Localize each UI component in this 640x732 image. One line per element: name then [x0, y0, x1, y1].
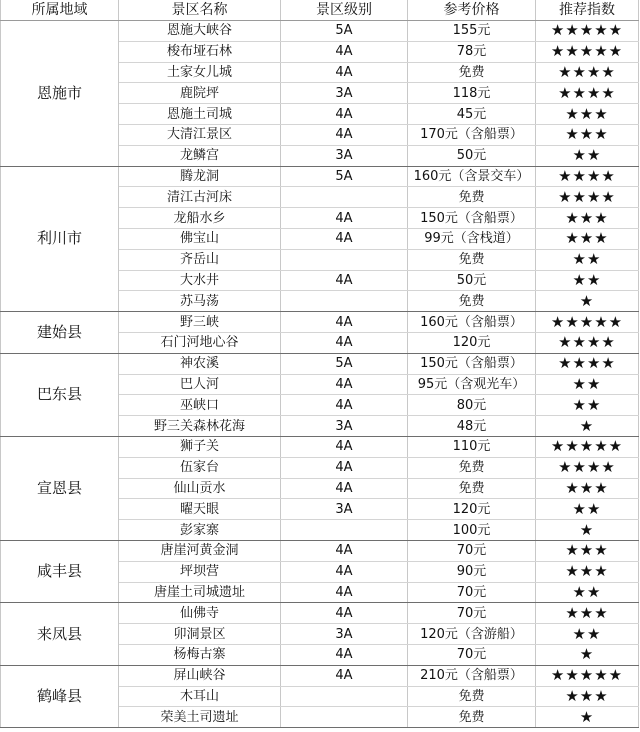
rating-cell[interactable]: ★★ — [536, 582, 639, 603]
header-level[interactable]: 景区级别 — [281, 0, 408, 21]
rating-cell[interactable]: ★★★★★ — [536, 312, 639, 333]
level-cell[interactable]: 4A — [281, 270, 408, 291]
rating-cell[interactable]: ★★★★★ — [536, 41, 639, 62]
rating-cell[interactable]: ★★★ — [536, 478, 639, 499]
region-cell[interactable]: 宣恩县 — [1, 436, 119, 540]
rating-cell[interactable]: ★★★ — [536, 561, 639, 582]
price-cell[interactable]: 160元（含景交车） — [408, 166, 536, 187]
name-cell[interactable]: 坪坝营 — [119, 561, 281, 582]
price-cell[interactable]: 95元（含观光车） — [408, 374, 536, 395]
rating-cell[interactable]: ★★ — [536, 249, 639, 270]
rating-cell[interactable]: ★★★★ — [536, 83, 639, 104]
rating-cell[interactable]: ★★★ — [536, 686, 639, 707]
price-cell[interactable]: 100元 — [408, 520, 536, 541]
level-cell[interactable] — [281, 249, 408, 270]
rating-cell[interactable]: ★★★★★ — [536, 21, 639, 42]
rating-cell[interactable]: ★★ — [536, 395, 639, 416]
header-rating[interactable]: 推荐指数 — [536, 0, 639, 21]
price-cell[interactable]: 免费 — [408, 707, 536, 728]
name-cell[interactable]: 龙船水乡 — [119, 208, 281, 229]
rating-cell[interactable]: ★★★★ — [536, 187, 639, 208]
table-row — [1, 603, 639, 624]
rating-cell[interactable]: ★ — [536, 416, 639, 437]
price-cell[interactable]: 70元 — [408, 540, 536, 561]
name-cell[interactable]: 大清江景区 — [119, 124, 281, 145]
name-cell[interactable]: 野三关森林花海 — [119, 416, 281, 437]
level-cell[interactable]: 4A — [281, 665, 408, 686]
rating-cell[interactable]: ★★★★ — [536, 62, 639, 83]
price-cell[interactable]: 120元 — [408, 499, 536, 520]
table-body — [1, 21, 639, 728]
name-cell[interactable]: 仙佛寺 — [119, 603, 281, 624]
price-cell[interactable]: 45元 — [408, 104, 536, 125]
name-cell[interactable]: 石门河地心谷 — [119, 332, 281, 353]
level-cell[interactable]: 4A — [281, 374, 408, 395]
level-cell[interactable]: 4A — [281, 582, 408, 603]
level-cell[interactable]: 3A — [281, 624, 408, 645]
price-cell[interactable]: 70元 — [408, 603, 536, 624]
price-cell[interactable]: 120元（含游船） — [408, 624, 536, 645]
rating-cell[interactable]: ★★★ — [536, 603, 639, 624]
level-cell[interactable] — [281, 707, 408, 728]
price-cell[interactable]: 免费 — [408, 249, 536, 270]
rating-cell[interactable]: ★★★★ — [536, 457, 639, 478]
region-cell[interactable]: 鹤峰县 — [1, 665, 119, 727]
price-cell[interactable]: 120元 — [408, 332, 536, 353]
level-cell[interactable]: 4A — [281, 62, 408, 83]
region-cell[interactable]: 咸丰县 — [1, 540, 119, 602]
name-cell[interactable]: 龙鳞宫 — [119, 145, 281, 166]
rating-cell[interactable]: ★★★★ — [536, 332, 639, 353]
price-cell[interactable]: 免费 — [408, 291, 536, 312]
rating-cell[interactable]: ★★ — [536, 270, 639, 291]
table-row — [1, 436, 639, 457]
name-cell[interactable]: 大水井 — [119, 270, 281, 291]
price-cell[interactable]: 48元 — [408, 416, 536, 437]
region-cell[interactable]: 来凤县 — [1, 603, 119, 665]
region-cell[interactable]: 利川市 — [1, 166, 119, 312]
rating-cell[interactable]: ★★ — [536, 374, 639, 395]
name-cell[interactable]: 鹿院坪 — [119, 83, 281, 104]
name-cell[interactable]: 唐崖河黄金洞 — [119, 540, 281, 561]
name-cell[interactable]: 木耳山 — [119, 686, 281, 707]
price-cell[interactable]: 70元 — [408, 644, 536, 665]
name-cell[interactable]: 梭布垭石林 — [119, 41, 281, 62]
price-cell[interactable]: 免费 — [408, 457, 536, 478]
level-cell[interactable]: 4A — [281, 478, 408, 499]
table-row — [1, 21, 639, 42]
price-cell[interactable]: 210元（含船票） — [408, 665, 536, 686]
table-row — [1, 353, 639, 374]
price-cell[interactable]: 78元 — [408, 41, 536, 62]
name-cell[interactable]: 杨梅古寨 — [119, 644, 281, 665]
rating-cell[interactable]: ★★★★★ — [536, 665, 639, 686]
name-cell[interactable]: 彭家寨 — [119, 520, 281, 541]
price-cell[interactable]: 50元 — [408, 270, 536, 291]
name-cell[interactable]: 土家女儿城 — [119, 62, 281, 83]
price-cell[interactable]: 免费 — [408, 62, 536, 83]
level-cell[interactable]: 5A — [281, 166, 408, 187]
header-row — [1, 0, 639, 21]
rating-cell[interactable]: ★ — [536, 520, 639, 541]
table-row — [1, 665, 639, 686]
price-cell[interactable]: 70元 — [408, 582, 536, 603]
region-cell[interactable]: 恩施市 — [1, 21, 119, 167]
price-cell[interactable]: 80元 — [408, 395, 536, 416]
level-cell[interactable]: 4A — [281, 395, 408, 416]
table-row — [1, 312, 639, 333]
table-row — [1, 166, 639, 187]
name-cell[interactable]: 巴人河 — [119, 374, 281, 395]
region-cell[interactable]: 巴东县 — [1, 353, 119, 436]
price-cell[interactable]: 免费 — [408, 478, 536, 499]
header-region[interactable]: 所属地域 — [1, 0, 119, 21]
level-cell[interactable] — [281, 291, 408, 312]
level-cell[interactable]: 4A — [281, 228, 408, 249]
name-cell[interactable]: 屏山峡谷 — [119, 665, 281, 686]
level-cell[interactable]: 5A — [281, 21, 408, 42]
level-cell[interactable]: 3A — [281, 83, 408, 104]
level-cell[interactable]: 3A — [281, 416, 408, 437]
price-cell[interactable]: 50元 — [408, 145, 536, 166]
rating-cell[interactable]: ★★★ — [536, 540, 639, 561]
price-cell[interactable]: 155元 — [408, 21, 536, 42]
name-cell[interactable]: 神农溪 — [119, 353, 281, 374]
level-cell[interactable]: 4A — [281, 208, 408, 229]
header-price[interactable]: 参考价格 — [408, 0, 536, 21]
name-cell[interactable]: 恩施土司城 — [119, 104, 281, 125]
name-cell[interactable]: 荣美土司遗址 — [119, 707, 281, 728]
level-cell[interactable]: 4A — [281, 540, 408, 561]
price-cell[interactable]: 150元（含船票） — [408, 353, 536, 374]
rating-cell[interactable]: ★★ — [536, 624, 639, 645]
price-cell[interactable]: 99元（含栈道） — [408, 228, 536, 249]
price-cell[interactable]: 150元（含船票） — [408, 208, 536, 229]
level-cell[interactable]: 3A — [281, 145, 408, 166]
rating-cell[interactable]: ★ — [536, 644, 639, 665]
price-cell[interactable]: 170元（含船票） — [408, 124, 536, 145]
name-cell[interactable]: 仙山贡水 — [119, 478, 281, 499]
level-cell[interactable] — [281, 187, 408, 208]
rating-cell[interactable]: ★★★★ — [536, 353, 639, 374]
price-cell[interactable]: 90元 — [408, 561, 536, 582]
rating-cell[interactable]: ★★ — [536, 499, 639, 520]
name-cell[interactable]: 巫峡口 — [119, 395, 281, 416]
name-cell[interactable]: 伍家台 — [119, 457, 281, 478]
name-cell[interactable]: 腾龙洞 — [119, 166, 281, 187]
rating-cell[interactable]: ★★★ — [536, 124, 639, 145]
level-cell[interactable]: 4A — [281, 561, 408, 582]
rating-cell[interactable]: ★★★★★ — [536, 436, 639, 457]
name-cell[interactable]: 苏马荡 — [119, 291, 281, 312]
level-cell[interactable]: 4A — [281, 41, 408, 62]
name-cell[interactable]: 野三峡 — [119, 312, 281, 333]
level-cell[interactable]: 4A — [281, 457, 408, 478]
price-cell[interactable]: 110元 — [408, 436, 536, 457]
level-cell[interactable]: 4A — [281, 644, 408, 665]
level-cell[interactable]: 4A — [281, 124, 408, 145]
rating-cell[interactable]: ★★★ — [536, 208, 639, 229]
table-row — [1, 540, 639, 561]
level-cell[interactable]: 4A — [281, 104, 408, 125]
header-name[interactable]: 景区名称 — [119, 0, 281, 21]
name-cell[interactable]: 清江古河床 — [119, 187, 281, 208]
level-cell[interactable] — [281, 520, 408, 541]
level-cell[interactable] — [281, 686, 408, 707]
rating-cell[interactable]: ★★★ — [536, 228, 639, 249]
level-cell[interactable]: 4A — [281, 603, 408, 624]
price-cell[interactable]: 免费 — [408, 187, 536, 208]
level-cell[interactable]: 5A — [281, 353, 408, 374]
level-cell[interactable]: 4A — [281, 312, 408, 333]
price-cell[interactable]: 160元（含船票） — [408, 312, 536, 333]
rating-cell[interactable]: ★★ — [536, 145, 639, 166]
rating-cell[interactable]: ★ — [536, 707, 639, 728]
name-cell[interactable]: 曜天眼 — [119, 499, 281, 520]
price-cell[interactable]: 免费 — [408, 686, 536, 707]
name-cell[interactable]: 唐崖土司城遗址 — [119, 582, 281, 603]
rating-cell[interactable]: ★ — [536, 291, 639, 312]
rating-cell[interactable]: ★★★★ — [536, 166, 639, 187]
name-cell[interactable]: 齐岳山 — [119, 249, 281, 270]
level-cell[interactable]: 3A — [281, 499, 408, 520]
name-cell[interactable]: 狮子关 — [119, 436, 281, 457]
level-cell[interactable]: 4A — [281, 436, 408, 457]
name-cell[interactable]: 佛宝山 — [119, 228, 281, 249]
price-cell[interactable]: 118元 — [408, 83, 536, 104]
level-cell[interactable]: 4A — [281, 332, 408, 353]
rating-cell[interactable]: ★★★ — [536, 104, 639, 125]
name-cell[interactable]: 恩施大峡谷 — [119, 21, 281, 42]
name-cell[interactable]: 卯洞景区 — [119, 624, 281, 645]
region-cell[interactable]: 建始县 — [1, 312, 119, 354]
